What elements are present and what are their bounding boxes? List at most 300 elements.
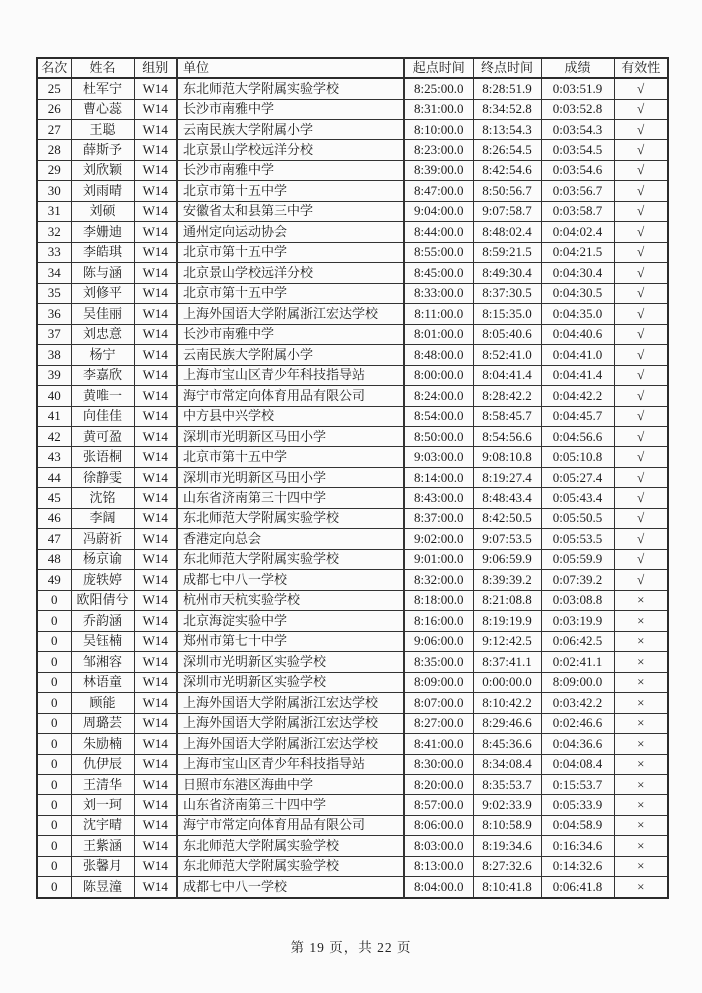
table-row: [37, 263, 668, 283]
cell-name: 张语桐: [71, 447, 134, 467]
cell-start-time: 8:07:00.0: [404, 693, 473, 713]
cell-validity: ×: [614, 734, 668, 754]
cell-start-time: 8:09:00.0: [404, 672, 473, 692]
cell-name: 沈宇晴: [71, 815, 134, 835]
column-header-end-time: 终点时间: [473, 58, 541, 78]
cell-group: W14: [134, 140, 177, 160]
table-row: [37, 119, 668, 139]
cell-name: 刘硕: [71, 201, 134, 221]
cell-rank: 0: [37, 815, 71, 835]
table-row: [37, 222, 668, 242]
cell-start-time: 8:04:00.0: [404, 877, 473, 898]
cell-start-time: 8:20:00.0: [404, 774, 473, 794]
cell-group: W14: [134, 304, 177, 324]
cell-end-time: 8:34:08.4: [473, 754, 541, 774]
cell-group: W14: [134, 815, 177, 835]
cell-validity: √: [614, 263, 668, 283]
cell-group: W14: [134, 570, 177, 590]
cell-result: 0:05:33.9: [541, 795, 614, 815]
cell-start-time: 8:43:00.0: [404, 488, 473, 508]
cell-name: 杨宁: [71, 345, 134, 365]
cell-rank: 0: [37, 631, 71, 651]
table-row: [37, 652, 668, 672]
cell-end-time: 8:52:41.0: [473, 345, 541, 365]
cell-end-time: 8:19:27.4: [473, 467, 541, 487]
cell-group: W14: [134, 754, 177, 774]
cell-start-time: 8:31:00.0: [404, 99, 473, 119]
cell-group: W14: [134, 836, 177, 856]
cell-validity: √: [614, 119, 668, 139]
cell-result: 0:04:45.7: [541, 406, 614, 426]
cell-end-time: 8:10:42.2: [473, 693, 541, 713]
cell-result: 0:04:56.6: [541, 427, 614, 447]
cell-group: W14: [134, 263, 177, 283]
cell-validity: ×: [614, 836, 668, 856]
cell-result: 0:04:36.6: [541, 734, 614, 754]
cell-end-time: 8:29:46.6: [473, 713, 541, 733]
table-row: [37, 160, 668, 180]
cell-group: W14: [134, 734, 177, 754]
cell-start-time: 9:03:00.0: [404, 447, 473, 467]
cell-result: 0:03:54.6: [541, 160, 614, 180]
cell-name: 李阔: [71, 508, 134, 528]
cell-start-time: 8:57:00.0: [404, 795, 473, 815]
cell-validity: √: [614, 427, 668, 447]
cell-rank: 30: [37, 181, 71, 201]
cell-unit: 东北师范大学附属实验学校: [177, 836, 404, 856]
header-row: [37, 58, 668, 78]
cell-validity: √: [614, 99, 668, 119]
cell-result: 0:04:35.0: [541, 304, 614, 324]
cell-group: W14: [134, 774, 177, 794]
column-header-name: 姓名: [71, 58, 134, 78]
cell-rank: 48: [37, 549, 71, 569]
cell-validity: √: [614, 201, 668, 221]
cell-group: W14: [134, 795, 177, 815]
cell-end-time: 8:28:42.2: [473, 386, 541, 406]
cell-unit: 长沙市南雅中学: [177, 99, 404, 119]
cell-validity: ×: [614, 631, 668, 651]
cell-unit: 上海外国语大学附属浙江宏达学校: [177, 734, 404, 754]
cell-validity: ×: [614, 774, 668, 794]
table-row: [37, 427, 668, 447]
cell-rank: 47: [37, 529, 71, 549]
cell-result: 0:06:42.5: [541, 631, 614, 651]
cell-start-time: 8:41:00.0: [404, 734, 473, 754]
cell-end-time: 9:06:59.9: [473, 549, 541, 569]
cell-name: 庞轶婷: [71, 570, 134, 590]
cell-rank: 25: [37, 78, 71, 99]
cell-rank: 0: [37, 652, 71, 672]
cell-start-time: 8:14:00.0: [404, 467, 473, 487]
cell-end-time: 8:37:30.5: [473, 283, 541, 303]
cell-name: 吴佳丽: [71, 304, 134, 324]
cell-result: 0:03:08.8: [541, 590, 614, 610]
cell-group: W14: [134, 488, 177, 508]
results-table-body: [37, 78, 668, 898]
cell-name: 欧阳倩兮: [71, 590, 134, 610]
cell-unit: 山东省济南第三十四中学: [177, 795, 404, 815]
cell-name: 徐静雯: [71, 467, 134, 487]
results-table-header: [37, 58, 668, 78]
cell-result: 0:02:41.1: [541, 652, 614, 672]
cell-start-time: 8:48:00.0: [404, 345, 473, 365]
cell-group: W14: [134, 345, 177, 365]
cell-group: W14: [134, 672, 177, 692]
table-row: [37, 508, 668, 528]
cell-validity: ×: [614, 590, 668, 610]
cell-unit: 上海市宝山区青少年科技指导站: [177, 754, 404, 774]
cell-name: 仇伊辰: [71, 754, 134, 774]
cell-end-time: 8:58:45.7: [473, 406, 541, 426]
cell-unit: 云南民族大学附属小学: [177, 119, 404, 139]
cell-unit: 安徽省太和县第三中学: [177, 201, 404, 221]
cell-result: 0:04:40.6: [541, 324, 614, 344]
cell-end-time: 8:39:39.2: [473, 570, 541, 590]
cell-unit: 山东省济南第三十四中学: [177, 488, 404, 508]
table-row: [37, 754, 668, 774]
cell-unit: 郑州市第七十中学: [177, 631, 404, 651]
cell-end-time: 8:59:21.5: [473, 242, 541, 262]
cell-rank: 31: [37, 201, 71, 221]
cell-validity: ×: [614, 754, 668, 774]
cell-name: 邹湘容: [71, 652, 134, 672]
cell-end-time: 8:45:36.6: [473, 734, 541, 754]
cell-group: W14: [134, 508, 177, 528]
table-row: [37, 283, 668, 303]
cell-end-time: 8:13:54.3: [473, 119, 541, 139]
cell-start-time: 9:02:00.0: [404, 529, 473, 549]
cell-result: 0:03:52.8: [541, 99, 614, 119]
cell-name: 王聪: [71, 119, 134, 139]
cell-group: W14: [134, 324, 177, 344]
cell-name: 刘雨晴: [71, 181, 134, 201]
cell-result: 0:15:53.7: [541, 774, 614, 794]
cell-unit: 上海外国语大学附属浙江宏达学校: [177, 304, 404, 324]
cell-rank: 36: [37, 304, 71, 324]
cell-validity: √: [614, 181, 668, 201]
cell-rank: 35: [37, 283, 71, 303]
table-row: [37, 386, 668, 406]
cell-name: 曹心蕊: [71, 99, 134, 119]
cell-unit: 通州定向运动协会: [177, 222, 404, 242]
cell-validity: √: [614, 508, 668, 528]
cell-end-time: 8:28:51.9: [473, 78, 541, 99]
cell-start-time: 8:10:00.0: [404, 119, 473, 139]
cell-result: 0:04:42.2: [541, 386, 614, 406]
cell-unit: 上海外国语大学附属浙江宏达学校: [177, 693, 404, 713]
cell-group: W14: [134, 590, 177, 610]
cell-end-time: 8:27:32.6: [473, 856, 541, 876]
table-row: [37, 693, 668, 713]
table-row: [37, 570, 668, 590]
table-row: [37, 406, 668, 426]
table-row: [37, 201, 668, 221]
cell-validity: √: [614, 386, 668, 406]
cell-name: 李姗迪: [71, 222, 134, 242]
table-row: [37, 304, 668, 324]
cell-validity: √: [614, 78, 668, 99]
cell-start-time: 8:44:00.0: [404, 222, 473, 242]
cell-result: 0:04:08.4: [541, 754, 614, 774]
cell-rank: 43: [37, 447, 71, 467]
cell-start-time: 9:01:00.0: [404, 549, 473, 569]
cell-rank: 38: [37, 345, 71, 365]
cell-group: W14: [134, 222, 177, 242]
cell-result: 0:04:41.0: [541, 345, 614, 365]
cell-validity: ×: [614, 693, 668, 713]
cell-group: W14: [134, 611, 177, 631]
cell-end-time: 8:26:54.5: [473, 140, 541, 160]
cell-name: 陈与涵: [71, 263, 134, 283]
cell-rank: 34: [37, 263, 71, 283]
cell-unit: 日照市东港区海曲中学: [177, 774, 404, 794]
cell-group: W14: [134, 181, 177, 201]
cell-name: 向佳佳: [71, 406, 134, 426]
cell-start-time: 8:16:00.0: [404, 611, 473, 631]
cell-rank: 33: [37, 242, 71, 262]
cell-name: 陈昱潼: [71, 877, 134, 898]
cell-name: 黄可盈: [71, 427, 134, 447]
cell-validity: ×: [614, 815, 668, 835]
cell-start-time: 8:39:00.0: [404, 160, 473, 180]
cell-rank: 0: [37, 754, 71, 774]
cell-validity: √: [614, 549, 668, 569]
cell-validity: √: [614, 529, 668, 549]
table-row: [37, 590, 668, 610]
cell-start-time: 8:24:00.0: [404, 386, 473, 406]
cell-result: 0:05:59.9: [541, 549, 614, 569]
cell-group: W14: [134, 856, 177, 876]
cell-name: 吴钰楠: [71, 631, 134, 651]
cell-unit: 东北师范大学附属实验学校: [177, 508, 404, 528]
cell-unit: 海宁市常定向体育用品有限公司: [177, 815, 404, 835]
table-row: [37, 856, 668, 876]
cell-group: W14: [134, 406, 177, 426]
cell-end-time: 8:42:54.6: [473, 160, 541, 180]
cell-name: 薛斯予: [71, 140, 134, 160]
column-header-rank: 名次: [37, 58, 71, 78]
cell-result: 0:05:10.8: [541, 447, 614, 467]
cell-result: 0:03:54.5: [541, 140, 614, 160]
cell-start-time: 8:47:00.0: [404, 181, 473, 201]
cell-result: 8:09:00.0: [541, 672, 614, 692]
cell-rank: 0: [37, 795, 71, 815]
cell-validity: √: [614, 242, 668, 262]
table-row: [37, 447, 668, 467]
cell-end-time: 9:02:33.9: [473, 795, 541, 815]
cell-name: 沈铭: [71, 488, 134, 508]
cell-end-time: 8:35:53.7: [473, 774, 541, 794]
table-row: [37, 795, 668, 815]
cell-unit: 海宁市常定向体育用品有限公司: [177, 386, 404, 406]
cell-rank: 0: [37, 590, 71, 610]
table-row: [37, 467, 668, 487]
cell-rank: 37: [37, 324, 71, 344]
cell-end-time: 8:21:08.8: [473, 590, 541, 610]
cell-rank: 0: [37, 836, 71, 856]
cell-validity: √: [614, 406, 668, 426]
cell-group: W14: [134, 160, 177, 180]
cell-name: 张馨月: [71, 856, 134, 876]
cell-start-time: 8:45:00.0: [404, 263, 473, 283]
cell-rank: 28: [37, 140, 71, 160]
cell-validity: √: [614, 324, 668, 344]
table-row: [37, 488, 668, 508]
cell-result: 0:05:43.4: [541, 488, 614, 508]
cell-end-time: 8:48:02.4: [473, 222, 541, 242]
cell-unit: 深圳市光明新区马田小学: [177, 467, 404, 487]
cell-end-time: 8:48:43.4: [473, 488, 541, 508]
cell-validity: √: [614, 345, 668, 365]
cell-end-time: 8:50:56.7: [473, 181, 541, 201]
cell-validity: ×: [614, 856, 668, 876]
cell-result: 0:05:27.4: [541, 467, 614, 487]
cell-name: 黄唯一: [71, 386, 134, 406]
column-header-validity: 有效性: [614, 58, 668, 78]
cell-validity: √: [614, 283, 668, 303]
cell-group: W14: [134, 78, 177, 99]
cell-unit: 深圳市光明新区实验学校: [177, 672, 404, 692]
cell-name: 刘欣颖: [71, 160, 134, 180]
cell-unit: 北京海淀实验中学: [177, 611, 404, 631]
cell-name: 顾能: [71, 693, 134, 713]
cell-start-time: 8:27:00.0: [404, 713, 473, 733]
cell-unit: 长沙市南雅中学: [177, 160, 404, 180]
cell-end-time: 8:34:52.8: [473, 99, 541, 119]
cell-result: 0:04:41.4: [541, 365, 614, 385]
cell-end-time: 8:19:19.9: [473, 611, 541, 631]
cell-rank: 49: [37, 570, 71, 590]
cell-start-time: 8:55:00.0: [404, 242, 473, 262]
cell-end-time: 8:42:50.5: [473, 508, 541, 528]
table-row: [37, 713, 668, 733]
cell-name: 李嘉欣: [71, 365, 134, 385]
cell-start-time: 8:50:00.0: [404, 427, 473, 447]
cell-validity: √: [614, 304, 668, 324]
cell-unit: 云南民族大学附属小学: [177, 345, 404, 365]
cell-rank: 32: [37, 222, 71, 242]
cell-unit: 东北师范大学附属实验学校: [177, 856, 404, 876]
page-footer: 第 19 页，共 22 页: [290, 940, 412, 955]
column-header-group: 组别: [134, 58, 177, 78]
cell-start-time: 8:13:00.0: [404, 856, 473, 876]
cell-group: W14: [134, 652, 177, 672]
cell-rank: 29: [37, 160, 71, 180]
cell-unit: 深圳市光明新区实验学校: [177, 652, 404, 672]
cell-result: 0:16:34.6: [541, 836, 614, 856]
cell-rank: 0: [37, 877, 71, 898]
table-row: [37, 99, 668, 119]
table-row: [37, 815, 668, 835]
cell-start-time: 8:00:00.0: [404, 365, 473, 385]
cell-name: 乔韵涵: [71, 611, 134, 631]
cell-name: 刘修平: [71, 283, 134, 303]
table-row: [37, 324, 668, 344]
cell-group: W14: [134, 693, 177, 713]
cell-unit: 东北师范大学附属实验学校: [177, 549, 404, 569]
cell-validity: ×: [614, 795, 668, 815]
cell-result: 0:03:19.9: [541, 611, 614, 631]
cell-name: 杨京谕: [71, 549, 134, 569]
table-row: [37, 877, 668, 898]
cell-start-time: 8:35:00.0: [404, 652, 473, 672]
cell-validity: √: [614, 488, 668, 508]
cell-end-time: 9:08:10.8: [473, 447, 541, 467]
cell-start-time: 8:23:00.0: [404, 140, 473, 160]
cell-start-time: 8:03:00.0: [404, 836, 473, 856]
cell-end-time: 8:37:41.1: [473, 652, 541, 672]
cell-name: 冯蔚祈: [71, 529, 134, 549]
cell-result: 0:03:58.7: [541, 201, 614, 221]
cell-start-time: 8:37:00.0: [404, 508, 473, 528]
cell-end-time: 9:12:42.5: [473, 631, 541, 651]
cell-start-time: 8:33:00.0: [404, 283, 473, 303]
cell-validity: ×: [614, 877, 668, 898]
cell-group: W14: [134, 427, 177, 447]
cell-rank: 40: [37, 386, 71, 406]
cell-end-time: 8:10:41.8: [473, 877, 541, 898]
cell-unit: 北京市第十五中学: [177, 447, 404, 467]
cell-end-time: 8:19:34.6: [473, 836, 541, 856]
cell-rank: 27: [37, 119, 71, 139]
cell-start-time: 8:11:00.0: [404, 304, 473, 324]
cell-group: W14: [134, 283, 177, 303]
cell-result: 0:05:50.5: [541, 508, 614, 528]
cell-end-time: 9:07:53.5: [473, 529, 541, 549]
cell-unit: 北京市第十五中学: [177, 283, 404, 303]
cell-start-time: 8:18:00.0: [404, 590, 473, 610]
cell-group: W14: [134, 201, 177, 221]
cell-rank: 41: [37, 406, 71, 426]
table-row: [37, 529, 668, 549]
cell-unit: 东北师范大学附属实验学校: [177, 78, 404, 99]
cell-name: 刘忠意: [71, 324, 134, 344]
cell-group: W14: [134, 631, 177, 651]
cell-group: W14: [134, 877, 177, 898]
cell-start-time: 8:54:00.0: [404, 406, 473, 426]
results-table: [36, 57, 669, 899]
cell-rank: 26: [37, 99, 71, 119]
cell-result: 0:03:42.2: [541, 693, 614, 713]
cell-group: W14: [134, 119, 177, 139]
cell-end-time: 8:04:41.4: [473, 365, 541, 385]
cell-rank: 0: [37, 611, 71, 631]
table-row: [37, 365, 668, 385]
cell-unit: 深圳市光明新区马田小学: [177, 427, 404, 447]
cell-group: W14: [134, 386, 177, 406]
cell-group: W14: [134, 549, 177, 569]
table-row: [37, 774, 668, 794]
cell-result: 0:05:53.5: [541, 529, 614, 549]
cell-name: 李皓琪: [71, 242, 134, 262]
table-row: [37, 631, 668, 651]
cell-result: 0:04:30.5: [541, 283, 614, 303]
cell-result: 0:03:56.7: [541, 181, 614, 201]
cell-rank: 42: [37, 427, 71, 447]
cell-rank: 0: [37, 693, 71, 713]
cell-unit: 上海市宝山区青少年科技指导站: [177, 365, 404, 385]
cell-rank: 46: [37, 508, 71, 528]
cell-end-time: 9:07:58.7: [473, 201, 541, 221]
cell-validity: √: [614, 140, 668, 160]
cell-name: 周璐芸: [71, 713, 134, 733]
cell-start-time: 9:06:00.0: [404, 631, 473, 651]
cell-validity: ×: [614, 672, 668, 692]
table-row: [37, 78, 668, 99]
cell-end-time: 8:49:30.4: [473, 263, 541, 283]
cell-rank: 0: [37, 856, 71, 876]
